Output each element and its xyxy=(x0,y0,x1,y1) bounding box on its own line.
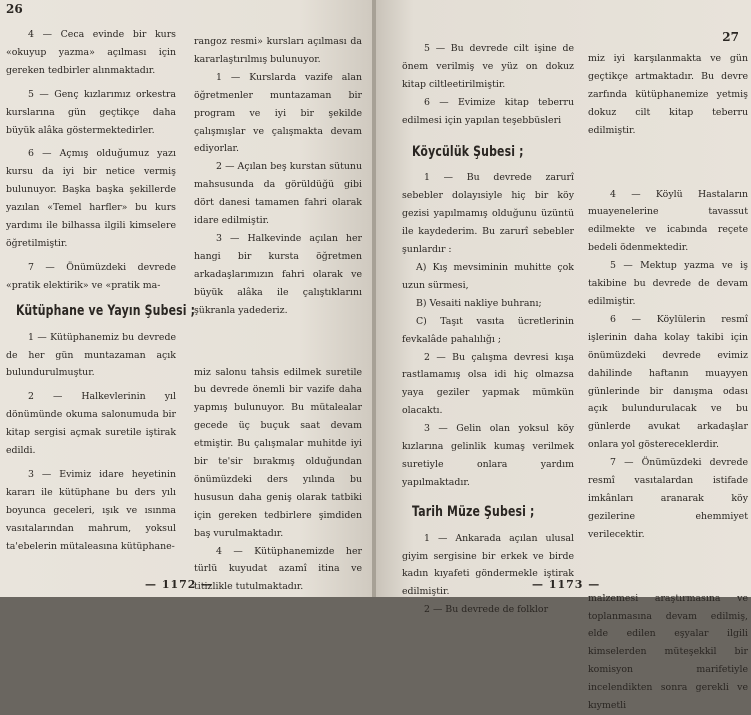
right-column-2 xyxy=(588,50,748,715)
section-heading: Kütüphane ve Yayın Şubesi ; xyxy=(16,302,196,319)
left-column-1 xyxy=(6,26,196,555)
list-item: C) Taşıt vasıta ücretlerinin fevkalâde pahalılığı ; xyxy=(402,315,574,345)
right-column-1 xyxy=(402,40,574,619)
paragraph: 2 — Açılan beş kurstan sütunu mahsusunda da görüldüğü gibi dört danesi tamamen fahri olarak idare edilmiştir. xyxy=(194,161,362,227)
paragraph: 7 — Önümüzdeki devrede resmî vasıtalardan istifade imkânları aranarak köy gezilerine ehemmiyet verilecektir. xyxy=(588,457,748,540)
page-number-top-right: 27 xyxy=(722,30,739,44)
page-number-bottom-left: — 1172 — xyxy=(145,578,214,591)
paragraph: 6 — Köylülerin resmî işlerinin daha kolay takibi için önümüzdeki devrede evimiz dahilinde haftanın muayyen günlerinde bir danışma odası açık bulundurulacak ve bu günlerde avukat arkadaşlar onlara yol göstereceklerdir. xyxy=(588,313,748,451)
page-number-bottom-right: — 1173 — xyxy=(532,578,601,591)
list-item: B) Vesaiti nakliye buhranı; xyxy=(416,297,542,309)
paragraph: 1 — Kütüphanemiz bu devrede de her gün muntazaman açık bulundurulmuştur. xyxy=(6,331,176,379)
paragraph: 4 — Ceca evinde bir kurs «okuyup yazma» açılması için gereken tedbirler alınmaktadır. xyxy=(6,29,176,76)
paragraph: 6 — Açmış olduğumuz yazı kursu da iyi bir netice vermiş bulunuyor. Başka başka şekillerde yazılan «Temel harfler» bu kurs yardımı ile bilhassa ilgili kimselere öğretilmiştir. xyxy=(6,148,176,249)
paragraph: miz salonu tahsis edilmek suretile bu devrede önemli bir vazife daha yapmış bulunuyor. Bu mütalealar gecede üç buçuk saat devam etmiştir. Bu çalışmalar muhitde iyi bir te'sir bırakmış olduğundan önümüzdeki ders yılında bu hususun daha geniş olarak tatbiki için gereken tedbirlere şimdiden baş vurulmaktadır. xyxy=(194,366,362,539)
paragraph: 5 — Genç kızlarımız orkestra kurslarına gün geçtikçe daha büyük alâka göstermektedirler. xyxy=(6,88,176,136)
list-item: A) Kış mevsiminin muhitte çok uzun sürmesi, xyxy=(402,261,574,291)
paragraph: 5 — Bu devrede cilt işine de önem verilmiş ve yüz on dokuz kitap ciltleetirilmiştir. xyxy=(402,43,574,90)
paragraph: 4 — Kütüphanemizde her türlü kuyudat azamî itina ve titizlikle tutulmaktadır. xyxy=(194,545,362,593)
paragraph: 5 — Mektup yazma ve iş takibine bu devrede de devam edilmiştir. xyxy=(588,260,748,307)
left-column-2 xyxy=(194,33,362,596)
page-number-top-left: 26 xyxy=(6,2,23,16)
right-page xyxy=(376,0,751,712)
paragraph: 1 — Ankarada açılan ulusal giyim sergisine bir erkek ve birde kadın kıyafeti göndermekle iştirak edilmiştir. xyxy=(402,532,574,598)
paragraph: 1 — Kurslarda vazife alan öğretmenler muntazaman bir program ve iyi bir şekilde çalışmışlar ve çalışmakta devam ediyorlar. xyxy=(194,71,362,155)
left-page xyxy=(0,0,374,597)
paragraph: 1 — Bu devrede zarurî sebebler dolayısiyle hiç bir köy gezisi yapılmamış olduğunu üzüntü ile kaydederim. Bu zarurî sebebler şunlardır : xyxy=(402,172,574,256)
paragraph: 2 — Bu çalışma devresi kışa rastlamamış olsa idi hiç olmazsa yaya geziler yapmak mümkün olacaktı. xyxy=(402,351,574,417)
paragraph: malzemesi araştırmasına ve toplanmasına devam edilmiş, elde edilen eşyalar ilgili kimselerden müteşekkil bir komisyon marifetiyle incelendikten sonra gerekli ve kıymetli xyxy=(588,592,748,712)
paragraph: rangoz resmi» kursları açılması da kararlaştırılmış bulunuyor. xyxy=(194,36,362,65)
paragraph: 3 — Halkevinde açılan her hangi bir kursta öğretmen arkadaşlarımızın fahri olarak ve büyük alâka ile çalıştıklarını şükranla yadederiz. xyxy=(194,232,362,316)
paragraph: 3 — Gelin olan yoksul köy kızlarına gelinlik kumaş verilmek suretiyle onlara yardım yapılmaktadır. xyxy=(402,423,574,488)
paragraph: 6 — Evimize kitap teberru edilmesi için yapılan teşebbüsleri xyxy=(402,96,574,126)
paragraph: 2 — Halkevlerinin yıl dönümünde okuma salonumuda bir kitap sergisi açmak suretile iştirak edildi. xyxy=(6,391,176,457)
paragraph: 2 — Bu devrede de folklor xyxy=(424,604,549,616)
paragraph: 3 — Evimiz idare heyetinin kararı ile kütüphane bu ders yılı boyunca geceleri, ışık ve ısınma vasıtalarından mahrum, yoksul ta'ebelerin mütaleasına kütüphane- xyxy=(6,468,176,552)
paragraph: 7 — Önümüzdeki devrede «pratik elektirik» ve «pratik ma- xyxy=(6,261,176,291)
paragraph: 4 — Köylü Hastaların muayenelerine tavassut edilmekte ve icabında reçete bedeli ödenmektedir. xyxy=(588,188,748,254)
section-heading: Köycülük Şubesi ; xyxy=(412,143,524,160)
paragraph: miz iyi karşılanmakta ve gün geçtikçe artmaktadır. Bu devre zarfında kütüphanemize yetmiş dokuz cilt kitap teberru edilmiştir. xyxy=(588,53,748,136)
section-heading: Tarih Müze Şubesi ; xyxy=(412,503,535,520)
